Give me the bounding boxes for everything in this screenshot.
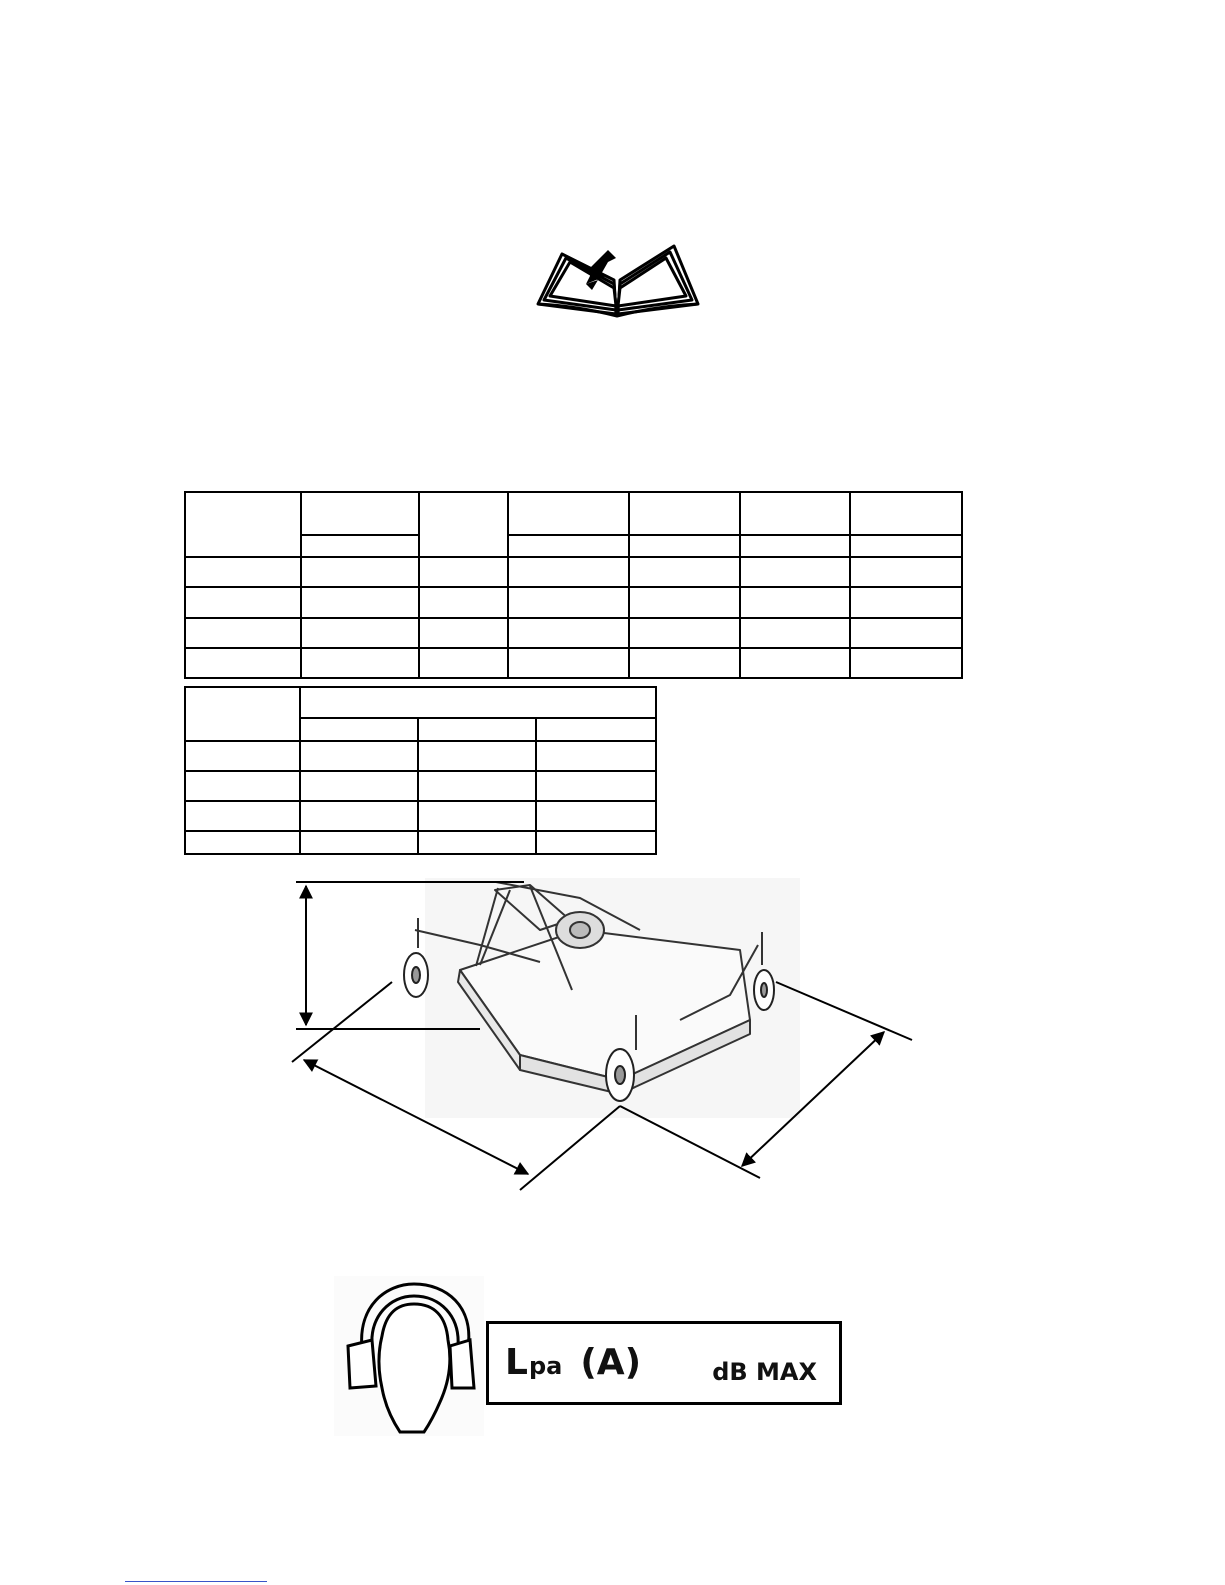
table-header-cell (300, 687, 657, 718)
table-header-cell (185, 687, 300, 741)
footnote-rule (125, 1581, 267, 1582)
spec-table (184, 491, 963, 679)
table-row (185, 648, 962, 678)
table-header-cell (508, 535, 629, 557)
table-header-cell (419, 492, 508, 557)
mower-dimensions-diagram (280, 870, 930, 1200)
table-header-cell (185, 492, 301, 557)
table-header-cell (418, 718, 536, 741)
sound-pressure-label (505, 1342, 641, 1383)
lpa-subscript: pa (528, 1352, 563, 1380)
ear-protection-icon (334, 1276, 484, 1436)
table-header-cell (508, 492, 629, 535)
table-row (185, 557, 962, 587)
table-header-cell (301, 535, 420, 557)
db-max-label: dB MAX (712, 1358, 817, 1386)
table-header-cell (301, 492, 420, 535)
table-row (185, 618, 962, 648)
table-header-cell (629, 492, 740, 535)
table-header-cell (536, 718, 656, 741)
weighting-label: (A) (580, 1342, 642, 1383)
noise-level-panel (486, 1321, 842, 1405)
table-header-cell (740, 535, 851, 557)
table-header-cell (740, 492, 851, 535)
table-header-cell (850, 535, 962, 557)
table-row (185, 831, 656, 854)
table-header-cell (850, 492, 962, 535)
size-table (184, 686, 657, 855)
table-row (185, 741, 656, 771)
lpa-symbol: L (505, 1342, 528, 1383)
table-row (185, 801, 656, 831)
table-row (185, 587, 962, 618)
table-row (185, 771, 656, 801)
table-header-cell (629, 535, 740, 557)
table-header-cell (300, 718, 418, 741)
read-manual-icon (532, 240, 704, 320)
